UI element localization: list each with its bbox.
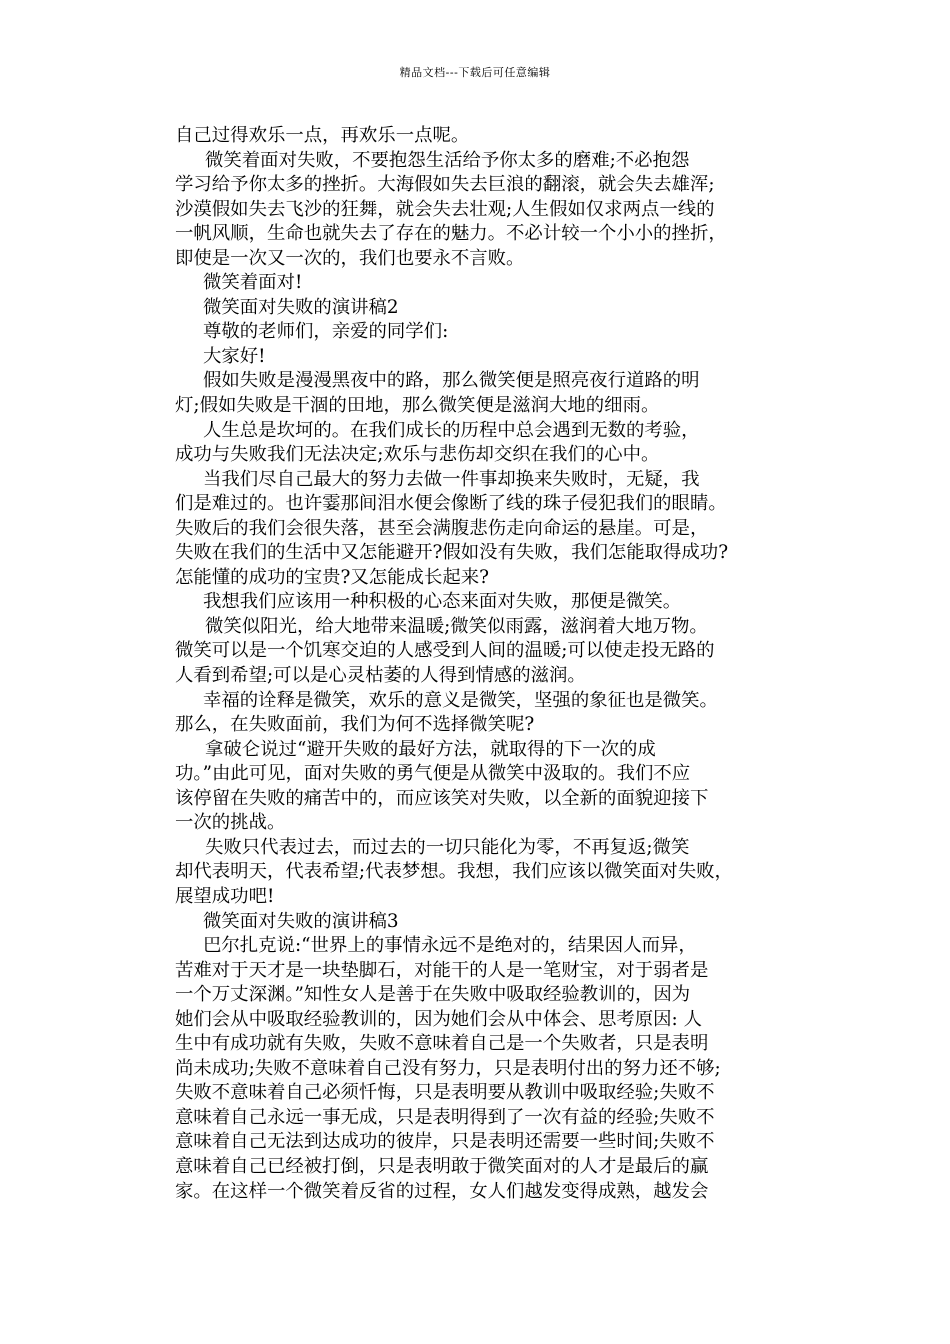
text-line: 自己过得欢乐一点，再欢乐一点呢。 bbox=[175, 125, 470, 146]
text-line: 家。在这样一个微笑着反省的过程，女人们越发变得成熟，越发会 bbox=[175, 1180, 709, 1202]
paragraph-start: 我想我们应该用一种积极的心态来面对失败，那便是微笑。 bbox=[203, 591, 682, 613]
section-heading: 微笑面对失败的演讲稿3 bbox=[203, 910, 399, 932]
text-line: 功。”由此可见，面对失败的勇气便是从微笑中汲取的。我们不应 bbox=[175, 763, 691, 785]
text-line: 失败不意味着自己必须忏悔，只是表明要从教训中吸取经验;失败不 bbox=[175, 1082, 715, 1104]
text-line: 那么，在失败面前，我们为何不选择微笑呢? bbox=[175, 714, 535, 736]
paragraph-start: 微笑似阳光，给大地带来温暖;微笑似雨露，滋润着大地万物。 bbox=[205, 615, 708, 637]
text-line: 意味着自己已经被打倒，只是表明敢于微笑面对的人才是最后的赢 bbox=[175, 1155, 709, 1177]
text-line: 失败在我们的生活中又怎能避开?假如没有失败，我们怎能取得成功? bbox=[175, 542, 729, 564]
paragraph-start: 微笑着面对! bbox=[203, 272, 303, 294]
text-line: 她们会从中吸取经验教训的，因为她们会从中体会、思考原因: 人 bbox=[175, 1008, 702, 1030]
greeting: 大家好! bbox=[203, 345, 266, 367]
document-body bbox=[175, 124, 830, 1204]
text-line: 灯;假如失败是干涸的田地，那么微笑便是滋润大地的细雨。 bbox=[175, 395, 660, 417]
paragraph-start: 拿破仑说过“避开失败的最好方法，就取得的下一次的成 bbox=[205, 738, 656, 760]
text-line: 意味着自己无法到达成功的彼岸，只是表明还需要一些时间;失败不 bbox=[175, 1131, 715, 1153]
paragraph-start: 当我们尽自己最大的努力去做一件事却换来失败时，无疑，我 bbox=[203, 468, 700, 490]
section-heading: 微笑面对失败的演讲稿2 bbox=[203, 296, 399, 318]
text-line: 沙漠假如失去飞沙的狂舞，就会失去壮观;人生假如仅求两点一线的 bbox=[175, 198, 715, 220]
text-line: 学习给予你太多的挫折。大海假如失去巨浪的翻滚，就会失去雄浑; bbox=[175, 174, 715, 196]
page-header: 精品文档---下载后可任意编辑 bbox=[399, 66, 551, 79]
text-line: 失败后的我们会很失落，甚至会满腹悲伤走向命运的悬崖。可是， bbox=[175, 517, 709, 539]
paragraph-start: 巴尔扎克说:“世界上的事情永远不是绝对的，结果因人而异， bbox=[203, 935, 697, 957]
text-line: 一帆风顺，生命也就失去了存在的魅力。不必计较一个小小的挫折， bbox=[175, 223, 727, 245]
text-line: 意味着自己永远一事无成，只是表明得到了一次有益的经验;失败不 bbox=[175, 1106, 715, 1128]
text-line: 们是难过的。也许霎那间泪水便会像断了线的珠子侵犯我们的眼睛。 bbox=[175, 493, 727, 515]
paragraph-start: 失败只代表过去，而过去的一切只能化为零，不再复返;微笑 bbox=[205, 836, 690, 858]
paragraph-start: 微笑着面对失败，不要抱怨生活给予你太多的磨难;不必抱怨 bbox=[205, 149, 690, 171]
paragraph-start: 幸福的诠释是微笑，欢乐的意义是微笑，坚强的象征也是微笑。 bbox=[203, 689, 718, 711]
text-line: 苦难对于天才是一块垫脚石，对能干的人是一笔财宝，对于弱者是 bbox=[175, 959, 709, 981]
text-line: 展望成功吧! bbox=[175, 885, 275, 907]
text-line: 生中有成功就有失败，失败不意味着自己是一个失败者，只是表明 bbox=[175, 1033, 709, 1055]
paragraph-start: 人生总是坎坷的。在我们成长的历程中总会遇到无数的考验， bbox=[203, 419, 700, 441]
text-line: 成功与失败我们无法决定;欢乐与悲伤却交织在我们的心中。 bbox=[175, 444, 660, 466]
text-line: 一次的挑战。 bbox=[175, 812, 286, 834]
text-line: 却代表明天，代表希望;代表梦想。我想，我们应该以微笑面对失败， bbox=[175, 861, 733, 883]
text-line: 该停留在失败的痛苦中的，而应该笑对失败，以全新的面貌迎接下 bbox=[175, 787, 709, 809]
paragraph-start: 假如失败是漫漫黑夜中的路，那么微笑便是照亮夜行道路的明 bbox=[203, 370, 700, 392]
text-line: 尚未成功;失败不意味着自己没有努力，只是表明付出的努力还不够; bbox=[175, 1057, 721, 1079]
text-line: 即使是一次又一次的，我们也要永不言败。 bbox=[175, 247, 525, 269]
salutation: 尊敬的老师们，亲爱的同学们: bbox=[203, 321, 449, 343]
text-line: 微笑可以是一个饥寒交迫的人感受到人间的温暖;可以使走投无路的 bbox=[175, 640, 715, 662]
text-line: 一个万丈深渊。”知性女人是善于在失败中吸取经验教训的，因为 bbox=[175, 984, 691, 1006]
text-line: 怎能懂的成功的宝贵?又怎能成长起来? bbox=[175, 566, 489, 588]
text-line: 人看到希望;可以是心灵枯萎的人得到情感的滋润。 bbox=[175, 665, 586, 687]
